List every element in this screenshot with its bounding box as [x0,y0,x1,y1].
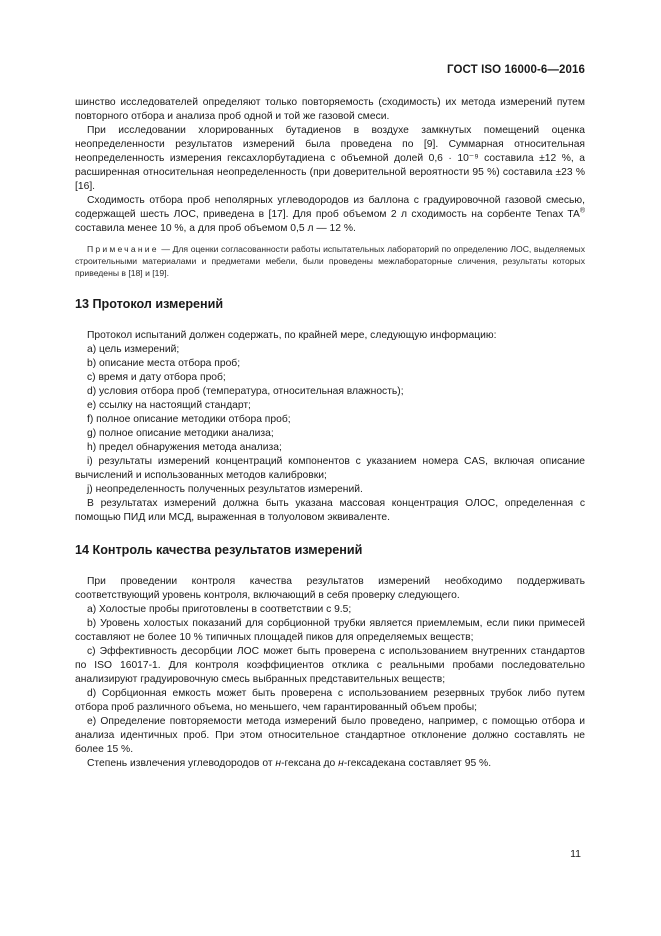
list-item: j) неопределенность полученных результатов измерений. [87,484,363,495]
registered-mark: ® [579,207,585,215]
list-item: h) предел обнаружения метода анализа; [87,442,282,453]
closing-n-2: н [338,758,344,769]
intro-paragraph-1: шинство исследователей определяют только повторяемость (сходимость) их метода измерений путем повторного отбора и анализа проб одной и той же газовой смеси. [75,97,585,122]
section-13-closing: В результатах измерений должна быть указана массовая концентрация ОЛОС, определенная с помощью ПИД или МСД, выраженная в толуоловом эквиваленте. [75,498,585,523]
list-item: g) полное описание методики анализа; [87,428,274,439]
list-item: a) Холостые пробы приготовлены в соответствии с 9.5; [87,604,352,615]
list-item: a) цель измерений; [87,344,180,355]
closing-text-a: Степень извлечения углеводородов от [87,758,276,769]
list-item: b) Уровень холостых показаний для сорбционной трубки является приемлемым, если пики примесей составляют не более 10 % типичных площадей пиков для определяемых веществ; [75,618,585,643]
note-label: Примечание [87,244,159,254]
closing-n-1: н [275,758,282,769]
intro-paragraph-2: При исследовании хлорированных бутадиенов в воздухе замкнутых помещений оценка неопределенности результатов измерений была проведена по [9]. Суммарная относительная неопределенность измерения гексахлорбутадиена с объемной долей 0,6 · 10⁻⁹ составила ±12 %, а расширенная относительная неопределенность (при доверительной вероятности 95 %) составила ±23 % [16]. [75,125,585,192]
section-14-closing [75,757,585,771]
section-13-lead: Протокол испытаний должен содержать, по крайней мере, следующую информацию: [87,330,497,341]
note-text: — Для оценки согласованности работы испытательных лабораторий по определению ЛОС, выделяемых строительными материалами и предметами мебели, были проведены межлабораторные сличения, результаты которых приведены в [18] и [19]. [75,244,585,278]
section-13-heading: 13 Протокол измерений [75,297,224,311]
list-item: e) ссылку на настоящий стандарт; [87,400,251,411]
page-body [75,96,585,771]
list-item: b) описание места отбора проб; [87,358,241,369]
closing-text-c: -гексадекана составляет 95 %. [343,758,492,769]
list-item: c) Эффективность десорбции ЛОС может быть проверена с использованием внутренних стандартов по ISO 16017-1. Для контроля коэффициентов отклика с реальными пробами последовательно анализируют градуировочную смесь выбранных представительных веществ; [75,646,585,685]
list-item: f) полное описание методики отбора проб; [87,414,291,425]
page-number: 11 [570,848,581,860]
intro-p3-text-a: Сходимость отбора проб неполярных углеводородов из баллона с градуировочной газовой смесью, содержащей шесть ЛОС, приведена в [17]. Для проб объемом 2 л сходимость на сорбенте Tenax TA [75,195,585,220]
intro-paragraph-3 [75,194,585,236]
list-item: d) условия отбора проб (температура, относительная влажность); [87,386,404,397]
section-14-heading: 14 Контроль качества результатов измерений [75,543,363,557]
closing-text-b: -гексана до [281,758,339,769]
list-item: i) результаты измерений концентраций компонентов с указанием номера CAS, включая описание вычислений и использованных методов калибровки; [75,456,585,481]
section-14-lead: При проведении контроля качества результатов измерений необходимо поддерживать соответствующий уровень контроля, включающий в себя проверку следующего. [75,576,585,601]
list-item: e) Определение повторяемости метода измерений было проведено, например, с помощью отбора и анализа идентичных проб. При этом относительное стандартное отклонение должно составлять не более 15 %. [75,716,585,755]
list-item: d) Сорбционная емкость может быть проверена с использованием резервных трубок либо путем отбора проб различного объема, но меньшего, чем гарантированный объем пробы; [75,688,585,713]
intro-p3-text-b: составила менее 10 %, а для проб объемом 0,5 л — 12 %. [75,223,356,234]
document-id-header: ГОСТ ISO 16000-6—2016 [447,64,585,76]
note-paragraph [75,243,585,279]
list-item: c) время и дату отбора проб; [87,372,226,383]
